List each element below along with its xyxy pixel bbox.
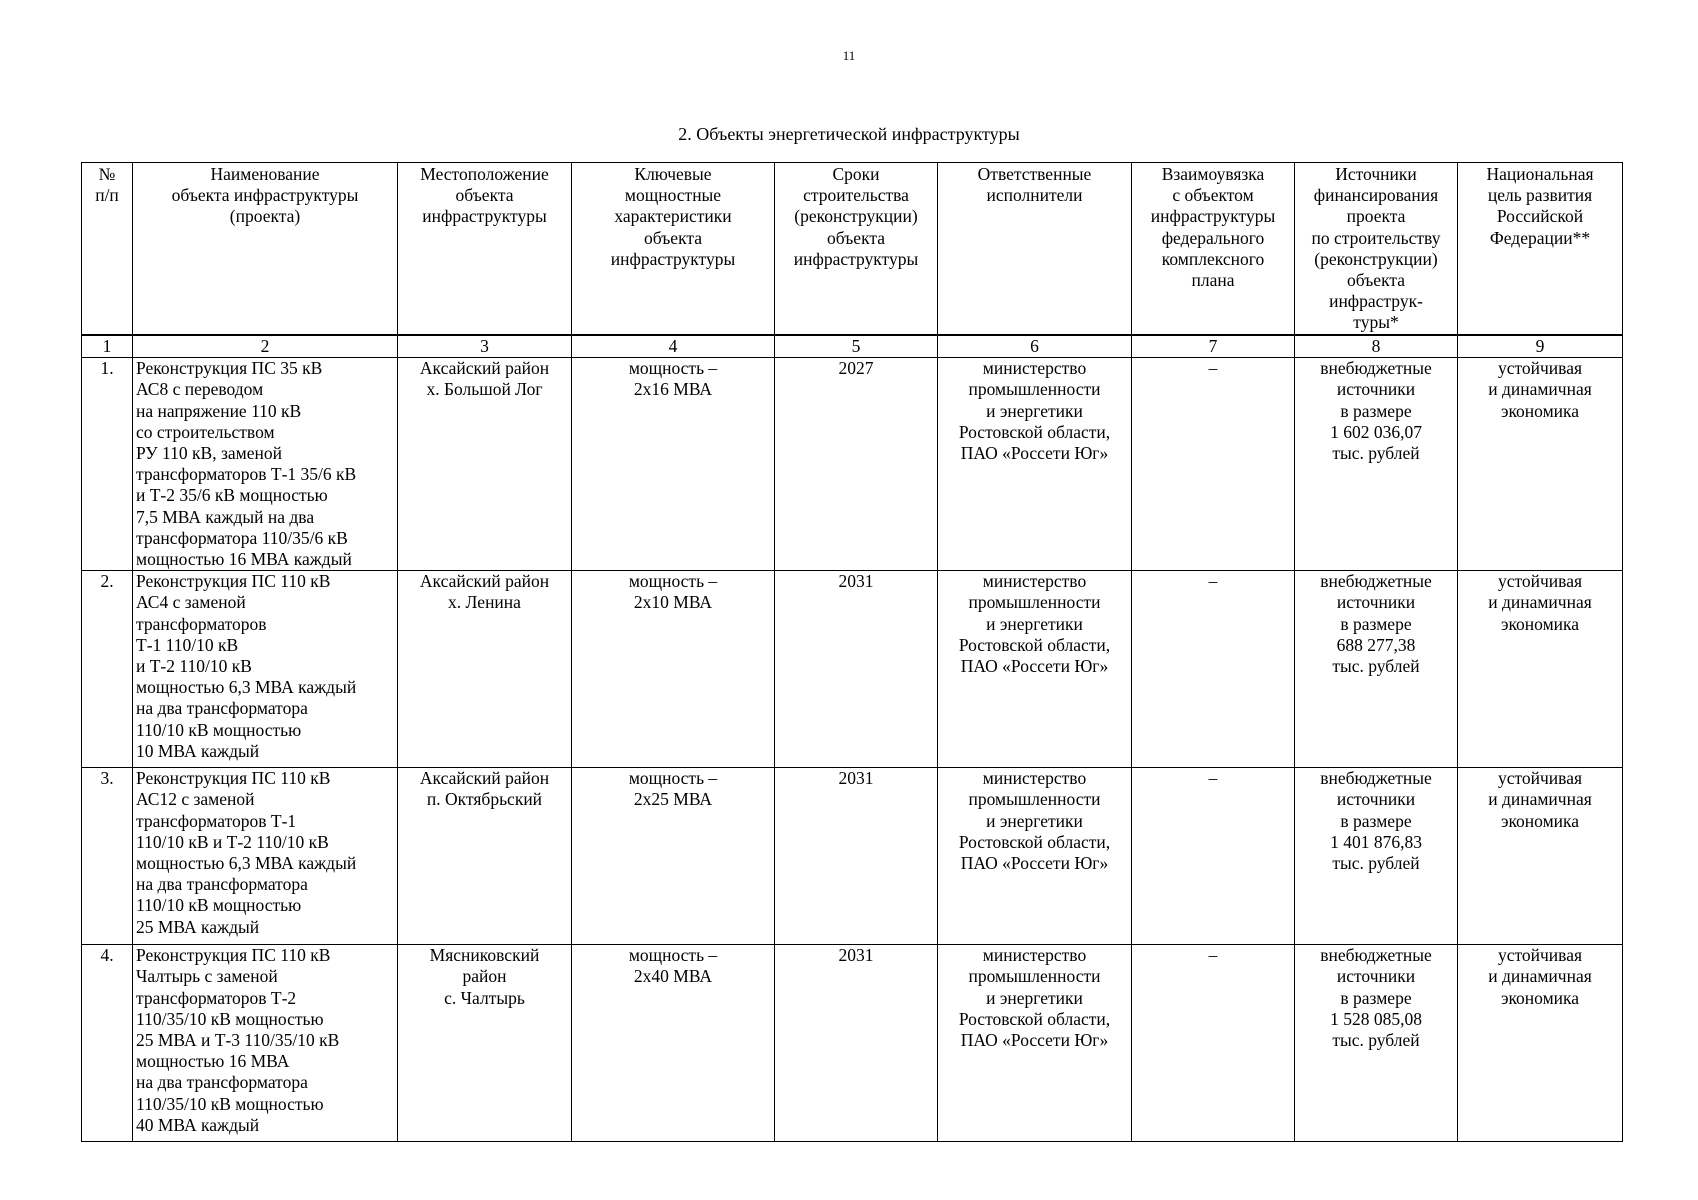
- column-number: 5: [775, 335, 938, 358]
- financing-source: внебюджетные источники в размере 688 277,38 тыс. рублей: [1295, 571, 1458, 768]
- row-number: 1.: [82, 358, 133, 571]
- object-location: Аксайский район п. Октябрьский: [398, 768, 572, 945]
- header-cell-goal: Национальная цель развития Российской Федерации**: [1458, 163, 1623, 336]
- construction-term: 2031: [775, 571, 938, 768]
- column-number: 3: [398, 335, 572, 358]
- column-number: 9: [1458, 335, 1623, 358]
- column-number-row: [82, 335, 1623, 358]
- header-cell-term: Сроки строительства (реконструкции) объекта инфраструктуры: [775, 163, 938, 336]
- column-number: 8: [1295, 335, 1458, 358]
- national-goal: устойчивая и динамичная экономика: [1458, 945, 1623, 1142]
- object-location: Аксайский район х. Большой Лог: [398, 358, 572, 571]
- table-row: [82, 571, 1623, 768]
- column-number: 2: [133, 335, 398, 358]
- construction-term: 2031: [775, 768, 938, 945]
- table-row: [82, 358, 1623, 571]
- header-cell-capacity: Ключевые мощностные характеристики объекта инфраструктуры: [572, 163, 775, 336]
- financing-source: внебюджетные источники в размере 1 528 085,08 тыс. рублей: [1295, 945, 1458, 1142]
- header-cell-financing: Источники финансирования проекта по строительству (реконструкции) объекта инфраструк- туры*: [1295, 163, 1458, 336]
- table-header-row: [82, 163, 1623, 336]
- header-cell-executors: Ответственные исполнители: [938, 163, 1132, 336]
- national-goal: устойчивая и динамичная экономика: [1458, 768, 1623, 945]
- national-goal: устойчивая и динамичная экономика: [1458, 571, 1623, 768]
- federal-plan-link: –: [1132, 571, 1295, 768]
- object-capacity: мощность – 2х10 МВА: [572, 571, 775, 768]
- federal-plan-link: –: [1132, 768, 1295, 945]
- responsible-executors: министерство промышленности и энергетики Ростовской области, ПАО «Россети Юг»: [938, 945, 1132, 1142]
- header-cell-number: № п/п: [82, 163, 133, 336]
- federal-plan-link: –: [1132, 945, 1295, 1142]
- column-number: 6: [938, 335, 1132, 358]
- object-capacity: мощность – 2х40 МВА: [572, 945, 775, 1142]
- header-cell-link: Взаимоувязка с объектом инфраструктуры федерального комплексного плана: [1132, 163, 1295, 336]
- object-capacity: мощность – 2х25 МВА: [572, 768, 775, 945]
- responsible-executors: министерство промышленности и энергетики Ростовской области, ПАО «Россети Юг»: [938, 768, 1132, 945]
- column-number: 1: [82, 335, 133, 358]
- object-name: Реконструкция ПС 35 кВ АС8 с переводом на напряжение 110 кВ со строительством РУ 110 кВ, заменой трансформаторов Т-1 35/6 кВ и Т-2 35/6 кВ мощностью 7,5 МВА каждый на два трансформатора 110/35/6 кВ мощностью 16 МВА каждый: [133, 358, 398, 571]
- page-number: 11: [842, 48, 856, 63]
- object-location: Мясниковский район с. Чалтырь: [398, 945, 572, 1142]
- financing-source: внебюджетные источники в размере 1 401 876,83 тыс. рублей: [1295, 768, 1458, 945]
- table-row: [82, 945, 1623, 1142]
- responsible-executors: министерство промышленности и энергетики Ростовской области, ПАО «Россети Юг»: [938, 358, 1132, 571]
- object-name: Реконструкция ПС 110 кВ Чалтырь с заменой трансформаторов Т-2 110/35/10 кВ мощностью 25 МВА и Т-3 110/35/10 кВ мощностью 16 МВА на два трансформатора 110/35/10 кВ мощностью 40 МВА каждый: [133, 945, 398, 1142]
- header-cell-location: Местоположение объекта инфраструктуры: [398, 163, 572, 336]
- infrastructure-table: [81, 162, 1623, 1142]
- object-name: Реконструкция ПС 110 кВ АС4 с заменой трансформаторов Т-1 110/10 кВ и Т-2 110/10 кВ мощностью 6,3 МВА каждый на два трансформатора 110/10 кВ мощностью 10 МВА каждый: [133, 571, 398, 768]
- column-number: 7: [1132, 335, 1295, 358]
- section-title: 2. Объекты энергетической инфраструктуры: [678, 124, 1020, 144]
- financing-source: внебюджетные источники в размере 1 602 036,07 тыс. рублей: [1295, 358, 1458, 571]
- object-location: Аксайский район х. Ленина: [398, 571, 572, 768]
- object-name: Реконструкция ПС 110 кВ АС12 с заменой трансформаторов Т-1 110/10 кВ и Т-2 110/10 кВ мощностью 6,3 МВА каждый на два трансформатора 110/10 кВ мощностью 25 МВА каждый: [133, 768, 398, 945]
- row-number: 3.: [82, 768, 133, 945]
- table-row: [82, 768, 1623, 945]
- object-capacity: мощность – 2х16 МВА: [572, 358, 775, 571]
- responsible-executors: министерство промышленности и энергетики Ростовской области, ПАО «Россети Юг»: [938, 571, 1132, 768]
- federal-plan-link: –: [1132, 358, 1295, 571]
- row-number: 4.: [82, 945, 133, 1142]
- header-cell-name: Наименование объекта инфраструктуры (проекта): [133, 163, 398, 336]
- row-number: 2.: [82, 571, 133, 768]
- construction-term: 2031: [775, 945, 938, 1142]
- construction-term: 2027: [775, 358, 938, 571]
- column-number: 4: [572, 335, 775, 358]
- national-goal: устойчивая и динамичная экономика: [1458, 358, 1623, 571]
